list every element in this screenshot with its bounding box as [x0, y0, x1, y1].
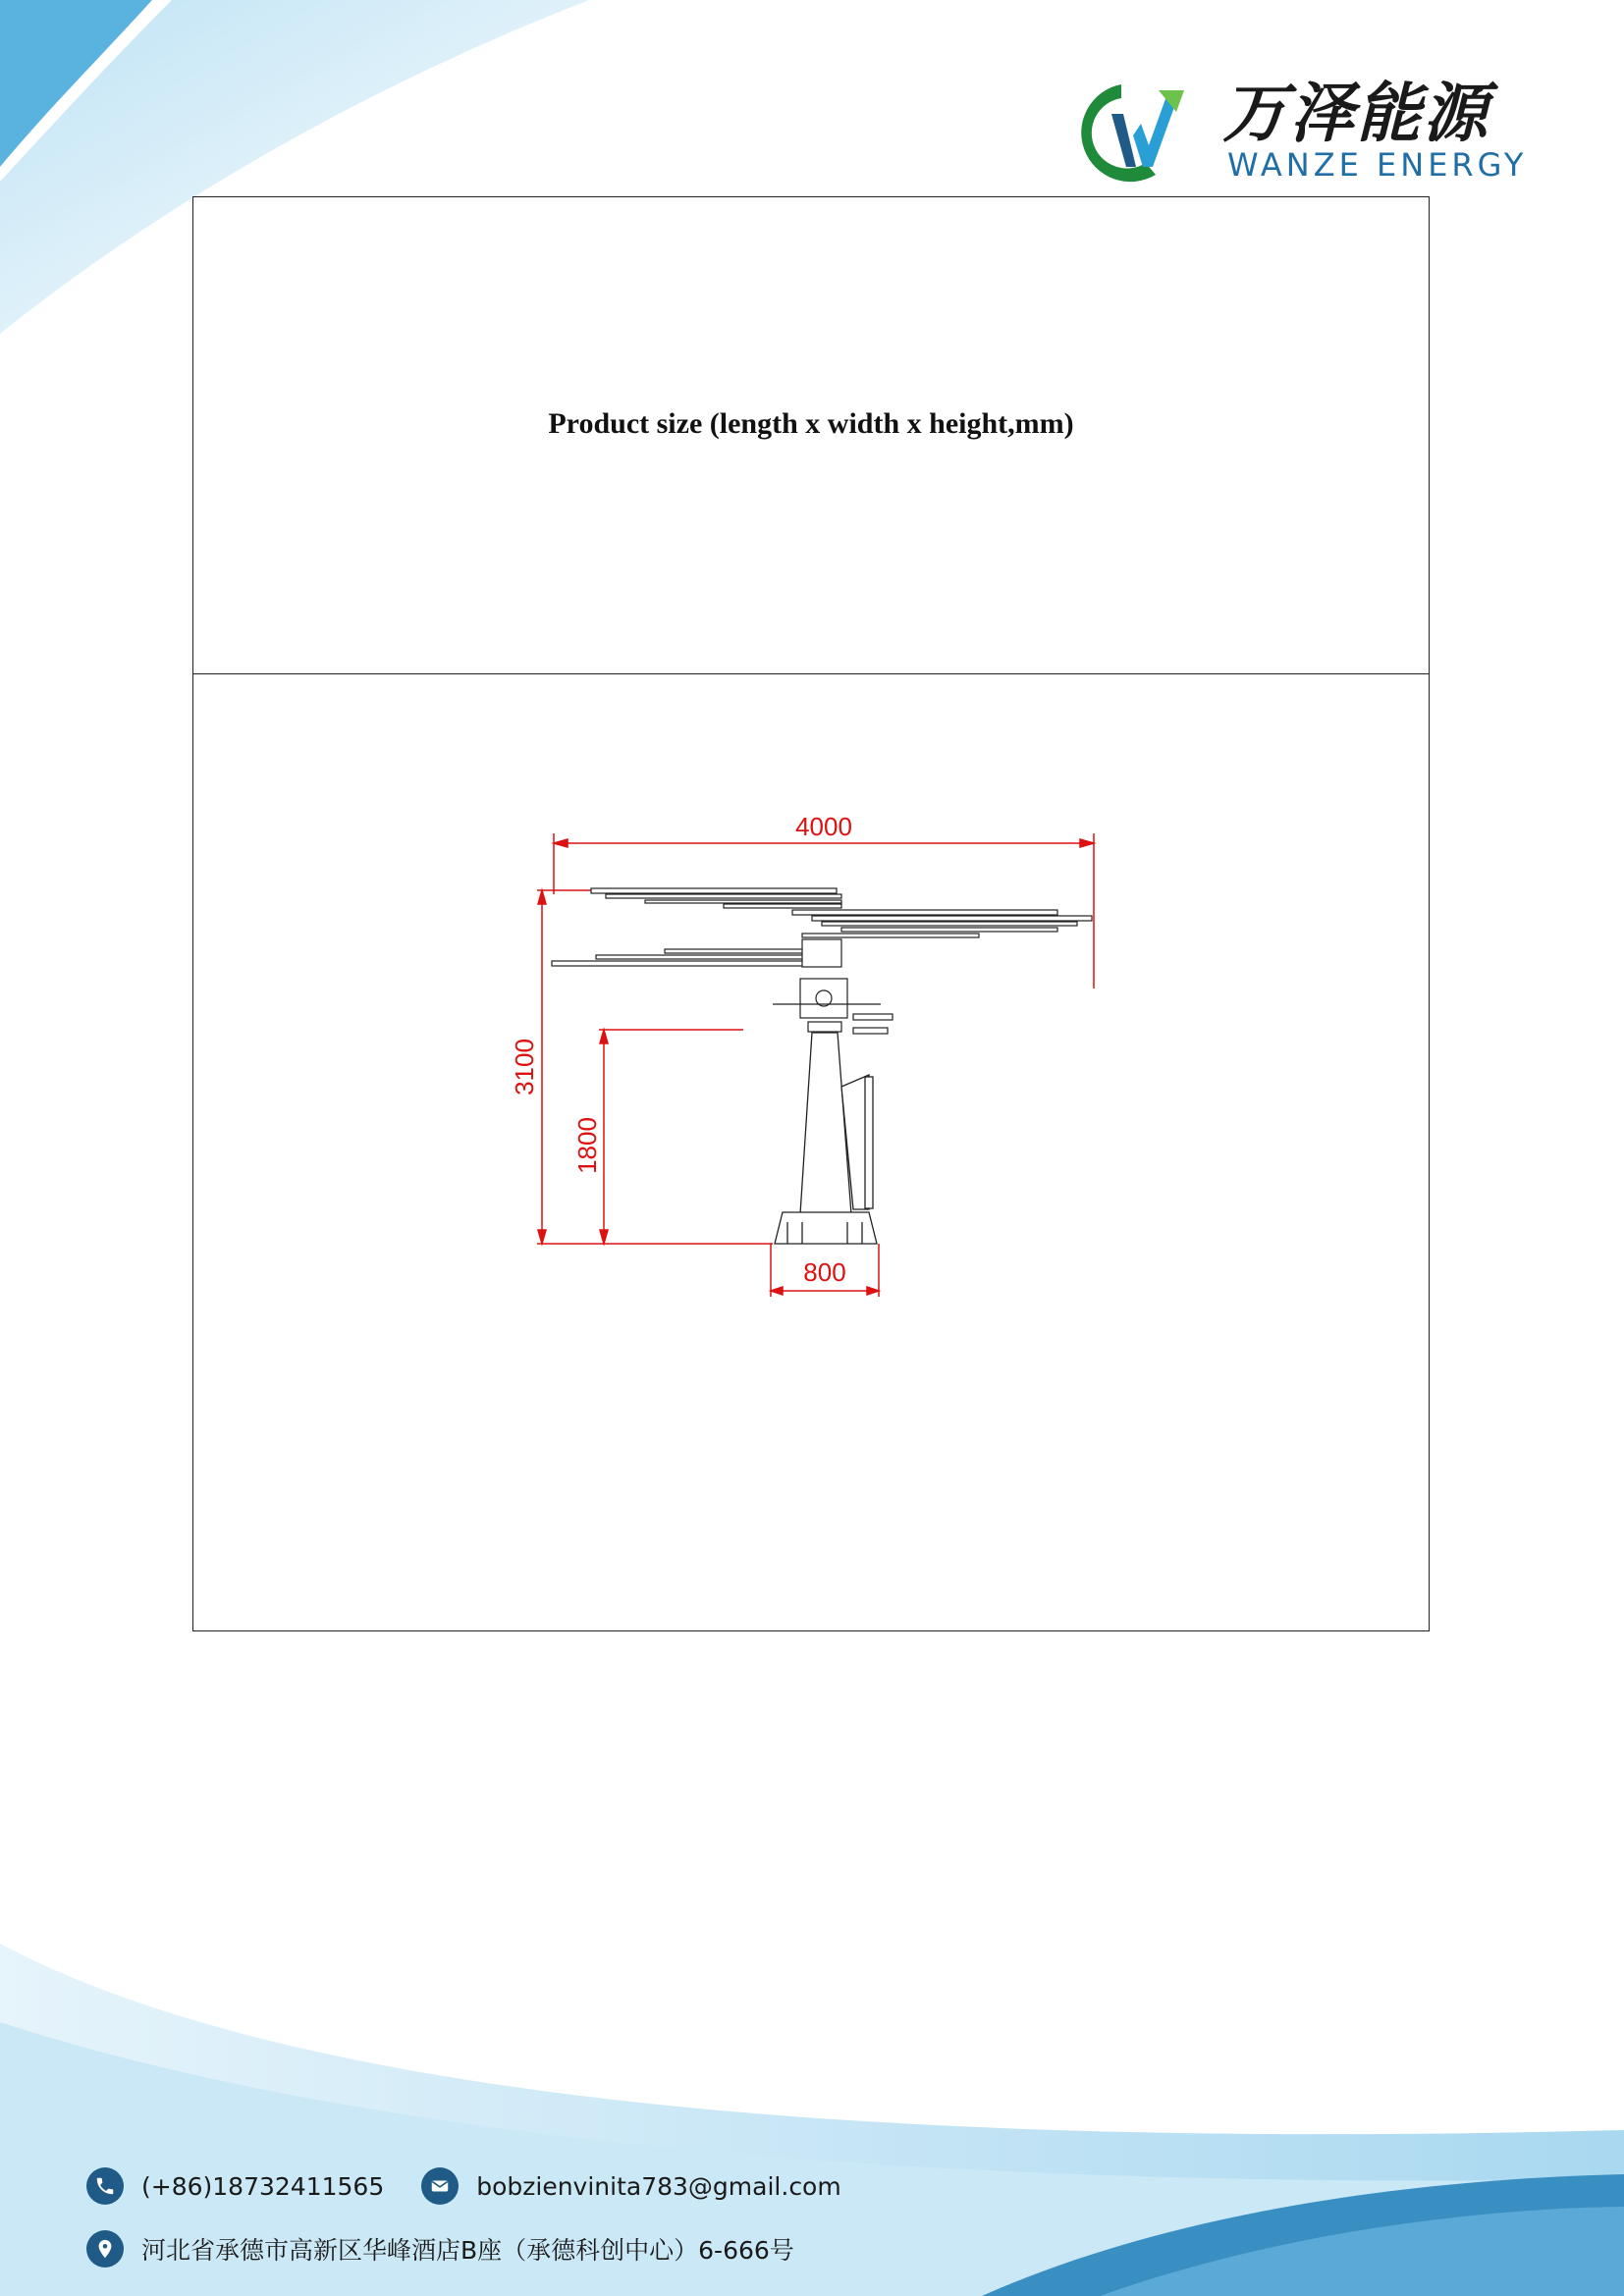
dim-base-width-label: 800 [803, 1257, 846, 1287]
table-drawing-row [193, 674, 1429, 1631]
dim-total-height-label: 3100 [510, 1039, 539, 1095]
location-icon [86, 2230, 124, 2268]
table-header-title: Product size (length x width x height,mm) [548, 407, 1074, 440]
footer-phone [86, 2167, 841, 2205]
address-text: 河北省承德市高新区华峰酒店B座（承德科创中心）6-666号 [141, 2236, 794, 2265]
dim-base-height-line [599, 1030, 743, 1244]
phone-text[interactable]: (+86)18732411565 [141, 2171, 385, 2201]
mail-icon [421, 2167, 459, 2205]
dim-total-height-line [537, 890, 773, 1244]
product-dimension-drawing [488, 812, 1116, 1440]
footer-address [86, 2230, 794, 2268]
brand-logo [1062, 76, 1528, 185]
email-text[interactable]: bobzienvinita783@gmail.com [476, 2171, 841, 2201]
dim-base-height-label: 1800 [572, 1117, 602, 1174]
pole-body [775, 1033, 877, 1244]
wanze-logo-icon [1062, 77, 1190, 185]
brand-name-cn: 万泽能源 [1222, 76, 1489, 151]
solar-panel-array [552, 888, 1092, 967]
brand-name-en: WANZE ENERGY [1227, 146, 1528, 184]
pole-head [773, 979, 893, 1034]
phone-icon [86, 2167, 124, 2205]
table-header-row [193, 197, 1429, 674]
spec-table [192, 196, 1430, 1631]
dim-width-label: 4000 [795, 812, 852, 841]
